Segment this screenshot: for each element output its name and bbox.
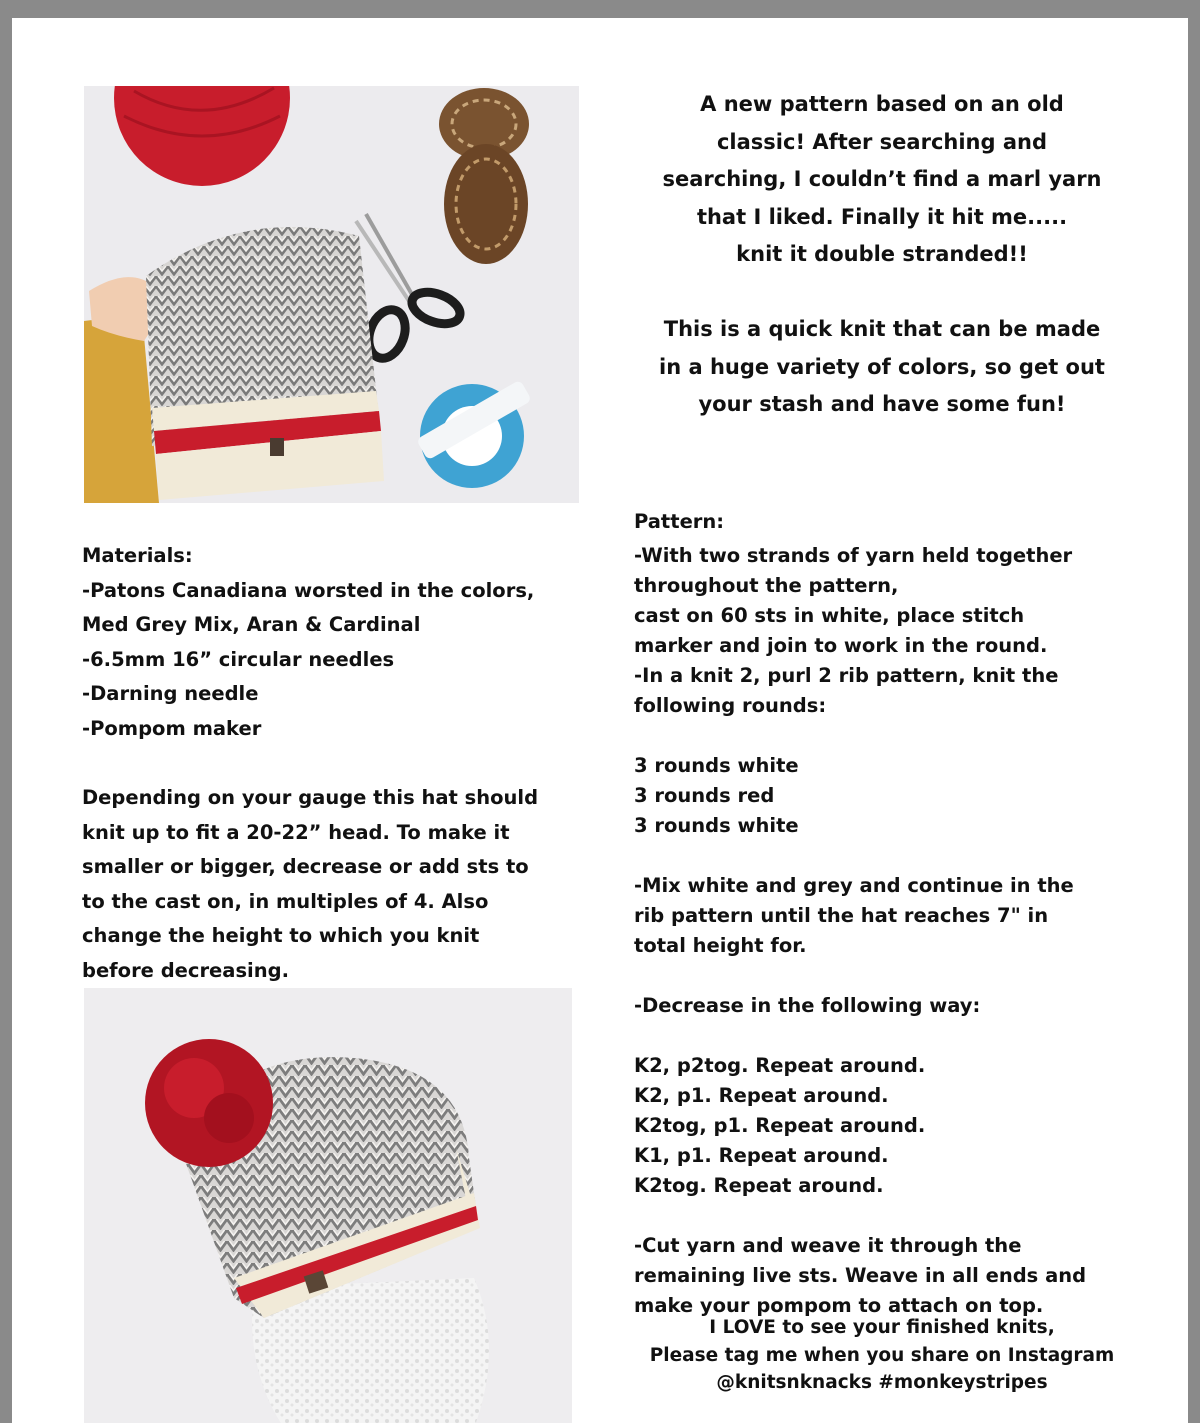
pattern-page [12, 18, 1188, 1423]
round-item: 3 rounds red [634, 784, 775, 807]
gauge-note-line: smaller or bigger, decrease or add sts to [82, 855, 529, 878]
pattern-section [634, 507, 1134, 1321]
pattern-line: -Cut yarn and weave it through the [634, 1234, 1022, 1257]
intro-text [622, 86, 1142, 424]
intro-paragraph-2 [622, 311, 1142, 424]
materials-section [82, 539, 582, 988]
decrease-step: K1, p1. Repeat around. [634, 1144, 889, 1167]
gauge-note-line: Depending on your gauge this hat should [82, 786, 539, 809]
decrease-step: K2, p1. Repeat around. [634, 1084, 889, 1107]
materials-item: -Pompom maker [82, 716, 262, 740]
pattern-line: cast on 60 sts in white, place stitch [634, 604, 1025, 627]
decrease-step: K2tog. Repeat around. [634, 1174, 884, 1197]
intro-paragraph-1 [622, 86, 1142, 274]
gauge-note-line: before decreasing. [82, 958, 289, 982]
pattern-line: following rounds: [634, 694, 827, 717]
pattern-heading: Pattern: [634, 510, 725, 533]
intro-line: classic! After searching and [716, 129, 1047, 154]
decrease-step: K2, p2tog. Repeat around. [634, 1054, 926, 1077]
pattern-line: -Mix white and grey and continue in the [634, 874, 1074, 897]
pattern-line: -In a knit 2, purl 2 rib pattern, knit the [634, 664, 1059, 687]
outro-line: Please tag me when you share on Instagram [649, 1344, 1115, 1366]
intro-line: knit it double stranded!! [736, 242, 1028, 267]
materials-item: -Darning needle [82, 682, 259, 705]
intro-line: your stash and have some fun! [698, 392, 1066, 417]
outro-text [622, 1314, 1142, 1397]
gauge-note-line: to the cast on, in multiples of 4. Also [82, 889, 489, 913]
gauge-note-line: change the height to which you knit [82, 924, 480, 947]
pattern-line: -With two strands of yarn held together [634, 544, 1073, 567]
materials-heading: Materials: [82, 544, 193, 567]
round-item: 3 rounds white [634, 754, 799, 777]
pattern-line: make your pompom to attach on top. [634, 1294, 1044, 1317]
pattern-line: rib pattern until the hat reaches 7" in [634, 904, 1049, 927]
intro-line: A new pattern based on an old [700, 92, 1064, 116]
round-item: 3 rounds white [634, 814, 799, 837]
pompom-maker-icon [416, 380, 532, 488]
scissors-icon [356, 214, 464, 363]
pattern-line: total height for. [634, 934, 807, 957]
hat-flatlay-illustration [84, 86, 579, 503]
intro-line: searching, I couldn’t find a marl yarn [662, 167, 1102, 192]
intro-line: in a huge variety of colors, so get out [659, 354, 1105, 379]
pattern-line: remaining live sts. Weave in all ends and [634, 1264, 1087, 1287]
red-pompom-icon [145, 1039, 273, 1167]
gauge-note-line: knit up to fit a 20-22” head. To make it [82, 820, 510, 844]
instagram-tags: @knitsnknacks #monkeystripes [716, 1372, 1048, 1393]
intro-line: This is a quick knit that can be made [663, 316, 1101, 341]
finished-hat-photo [84, 988, 572, 1423]
pattern-line: throughout the pattern, [634, 574, 899, 597]
finished-hat-illustration [84, 988, 572, 1423]
materials-item: Med Grey Mix, Aran & Cardinal [82, 613, 421, 636]
decrease-intro: -Decrease in the following way: [634, 994, 981, 1017]
outro-line: I LOVE to see your finished knits, [709, 1317, 1055, 1338]
decrease-step: K2tog, p1. Repeat around. [634, 1114, 926, 1137]
materials-item: -Patons Canadiana worsted in the colors, [82, 578, 535, 602]
intro-line: that I liked. Finally it hit me..... [696, 204, 1068, 229]
materials-item: -6.5mm 16” circular needles [82, 647, 395, 671]
hat-flatlay-photo [84, 86, 579, 503]
pattern-line: marker and join to work in the round. [634, 634, 1048, 657]
knit-hat [146, 227, 384, 500]
mustard-sleeve [84, 320, 159, 503]
